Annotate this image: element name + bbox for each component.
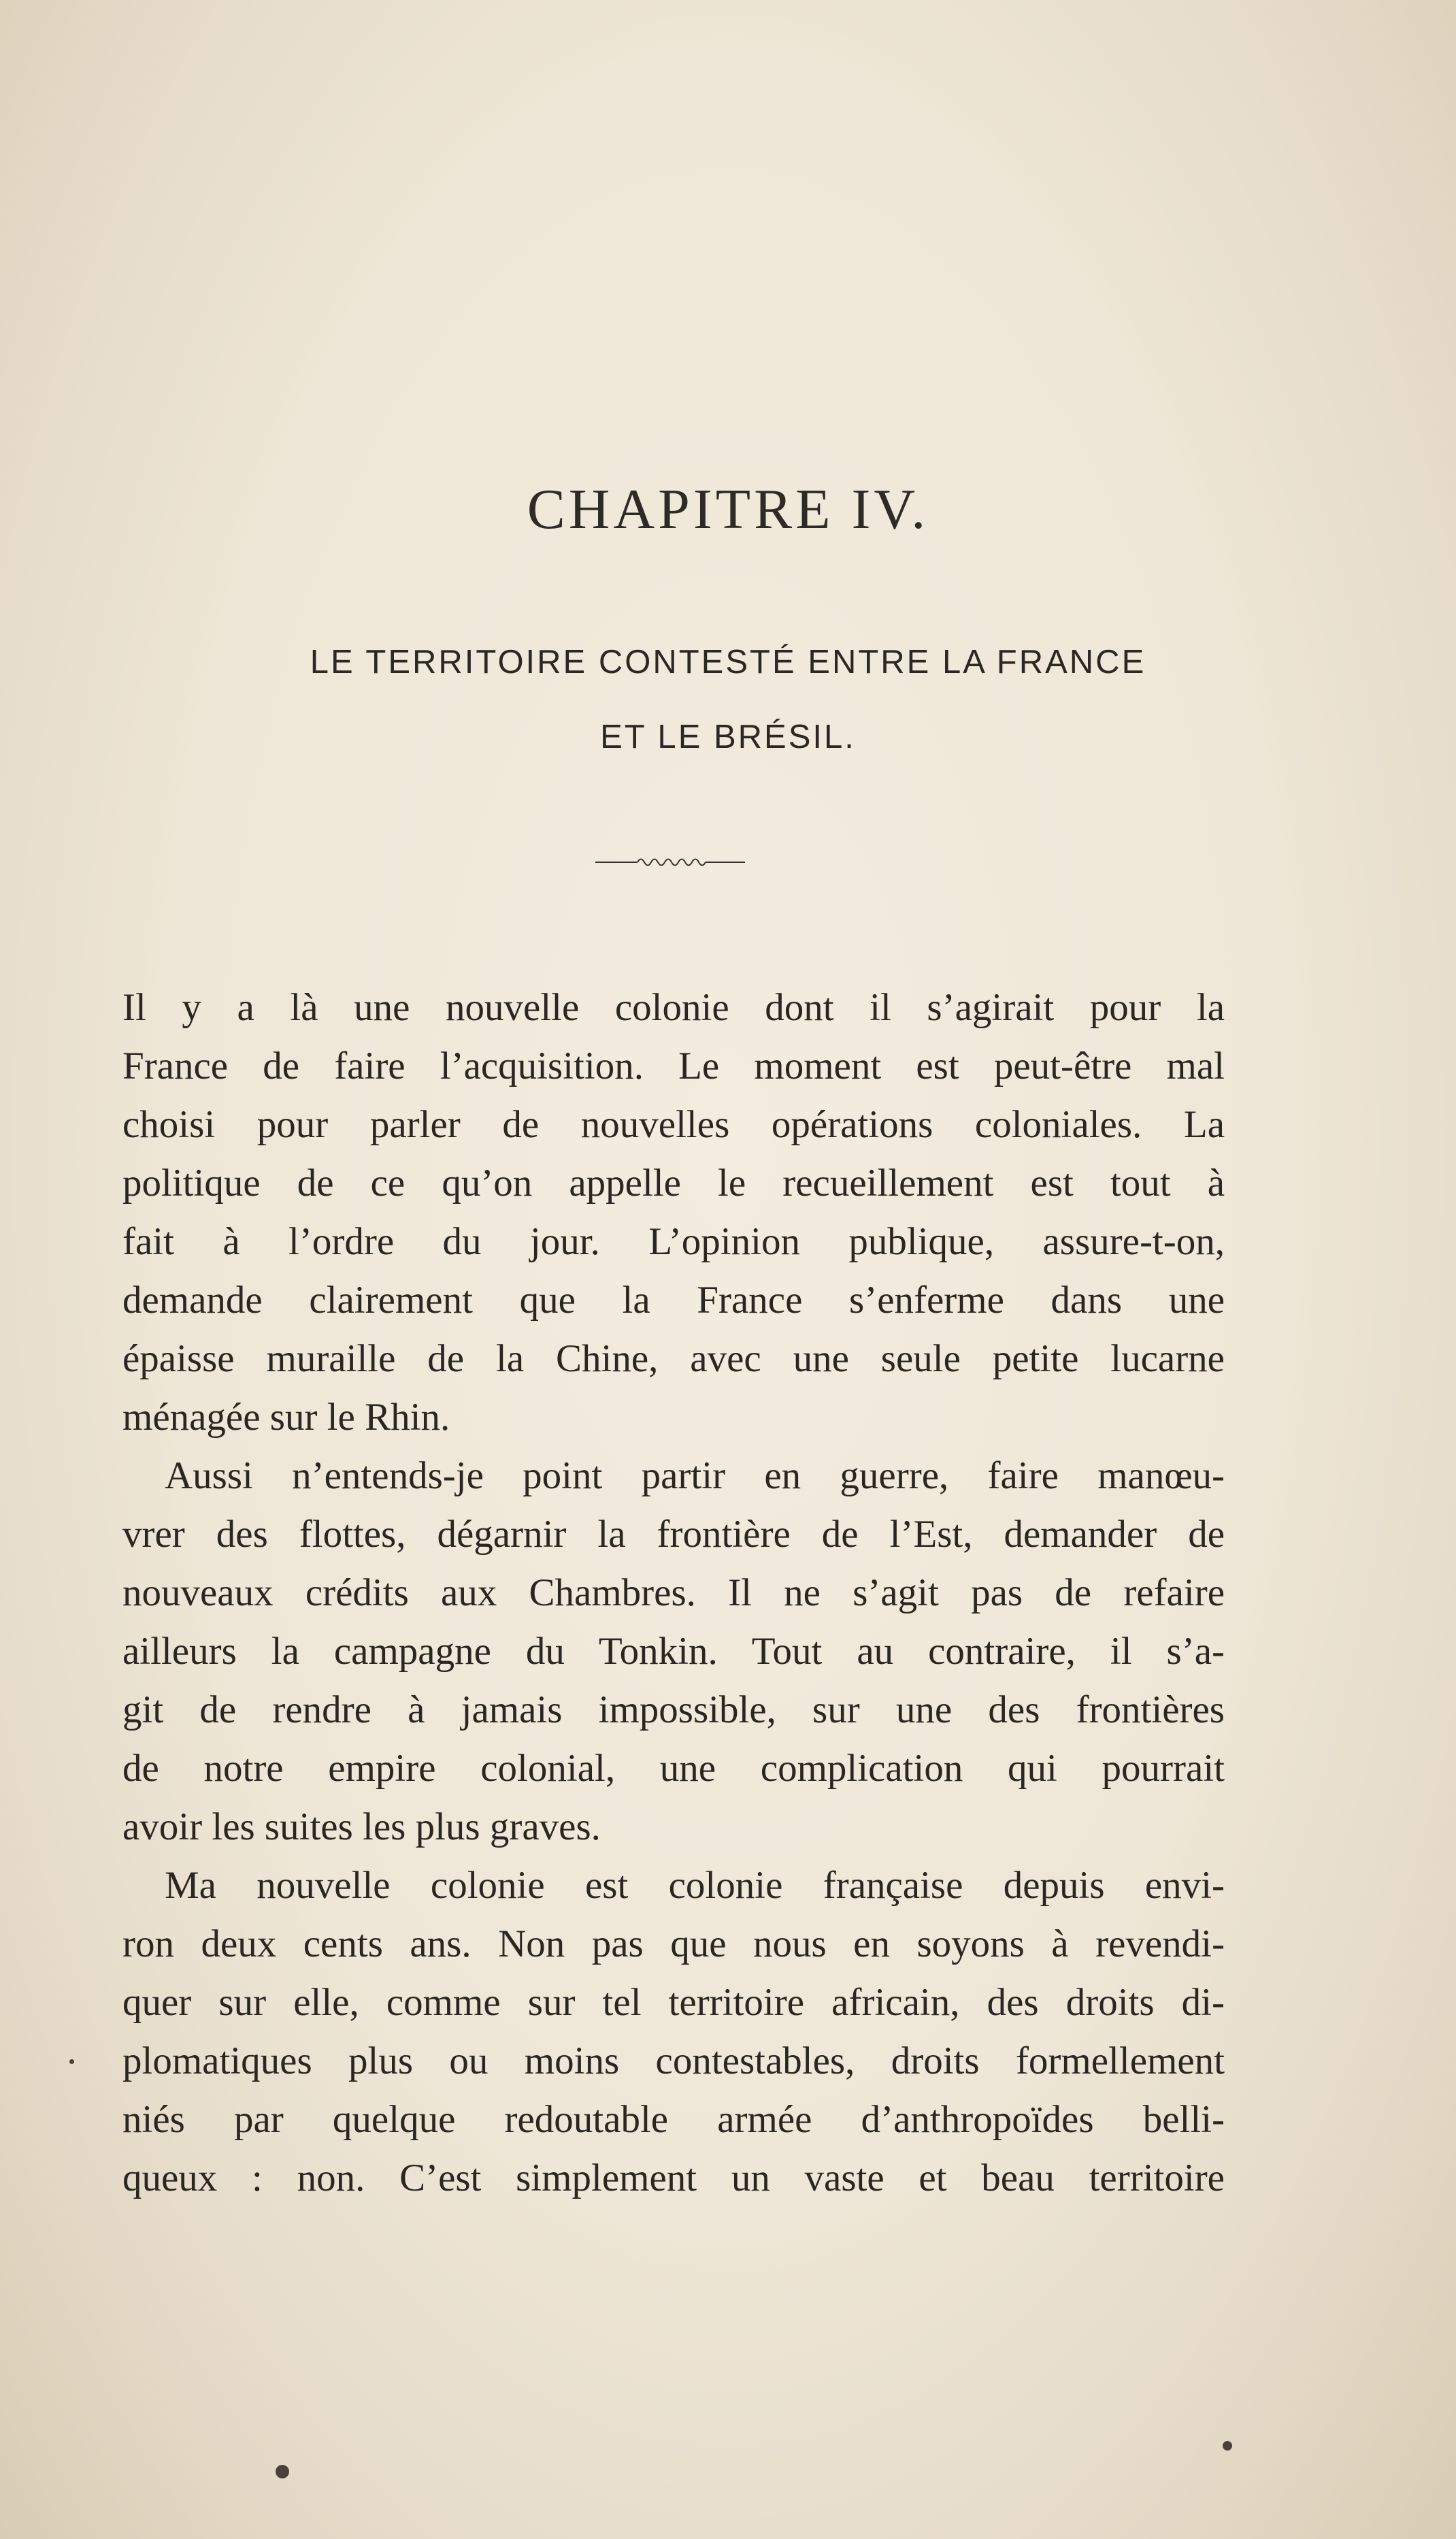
paragraph-1 bbox=[122, 979, 1225, 1447]
text-line: quer sur elle, comme sur tel territoire africain, des droits di- bbox=[122, 1981, 1225, 2024]
chapter-subtitle-line-2: ET LE BRÉSIL. bbox=[600, 719, 856, 755]
text-line: Il y a là une nouvelle colonie dont il s’agirait pour la bbox=[122, 986, 1225, 1029]
body-text bbox=[122, 979, 1225, 2208]
paragraph-3 bbox=[122, 1856, 1225, 2208]
text-line: épaisse muraille de la Chine, avec une seule petite lucarne bbox=[122, 1337, 1225, 1380]
text-line: nouveaux crédits aux Chambres. Il ne s’agit pas de refaire bbox=[122, 1571, 1225, 1614]
text-line: choisi pour parler de nouvelles opérations coloniales. La bbox=[122, 1103, 1225, 1146]
text-line: plomatiques plus ou moins contestables, droits formellement bbox=[122, 2040, 1225, 2082]
text-line: niés par quelque redoutable armée d’anthropoïdes belli- bbox=[122, 2098, 1225, 2141]
text-line: fait à l’ordre du jour. L’opinion publique, assure-t-on, bbox=[122, 1220, 1225, 1263]
chapter-subtitle-line-1: LE TERRITOIRE CONTESTÉ ENTRE LA FRANCE bbox=[310, 644, 1146, 681]
chapter-title: CHAPITRE IV. bbox=[527, 478, 929, 541]
wavy-rule-ornament-icon bbox=[595, 851, 745, 871]
text-line: demande clairement que la France s’enferme dans une bbox=[122, 1279, 1225, 1322]
text-line: Aussi n’entends-je point partir en guerre, faire manœu- bbox=[165, 1454, 1225, 1497]
text-line: de notre empire colonial, une complication qui pourrait bbox=[122, 1747, 1225, 1790]
text-line: Ma nouvelle colonie est colonie française depuis envi- bbox=[165, 1864, 1225, 1907]
text-line: vrer des flottes, dégarnir la frontière de l’Est, demander de bbox=[122, 1513, 1225, 1556]
text-line: politique de ce qu’on appelle le recueillement est tout à bbox=[122, 1162, 1225, 1205]
text-line: ménagée sur le Rhin. bbox=[122, 1396, 450, 1439]
paper-speck bbox=[276, 2465, 289, 2478]
text-line: git de rendre à jamais impossible, sur une des frontières bbox=[122, 1688, 1225, 1731]
text-line: queux : non. C’est simplement un vaste et beau territoire bbox=[122, 2157, 1225, 2199]
paragraph-2 bbox=[122, 1447, 1225, 1856]
paper-speck bbox=[1223, 2441, 1232, 2451]
text-line: avoir les suites les plus graves. bbox=[122, 1805, 601, 1848]
text-line: ailleurs la campagne du Tonkin. Tout au contraire, il s’a- bbox=[122, 1630, 1225, 1673]
text-line: ron deux cents ans. Non pas que nous en soyons à revendi- bbox=[122, 1922, 1225, 1965]
paper-speck bbox=[69, 2059, 74, 2064]
text-line: France de faire l’acquisition. Le moment est peut-être mal bbox=[122, 1045, 1225, 1087]
